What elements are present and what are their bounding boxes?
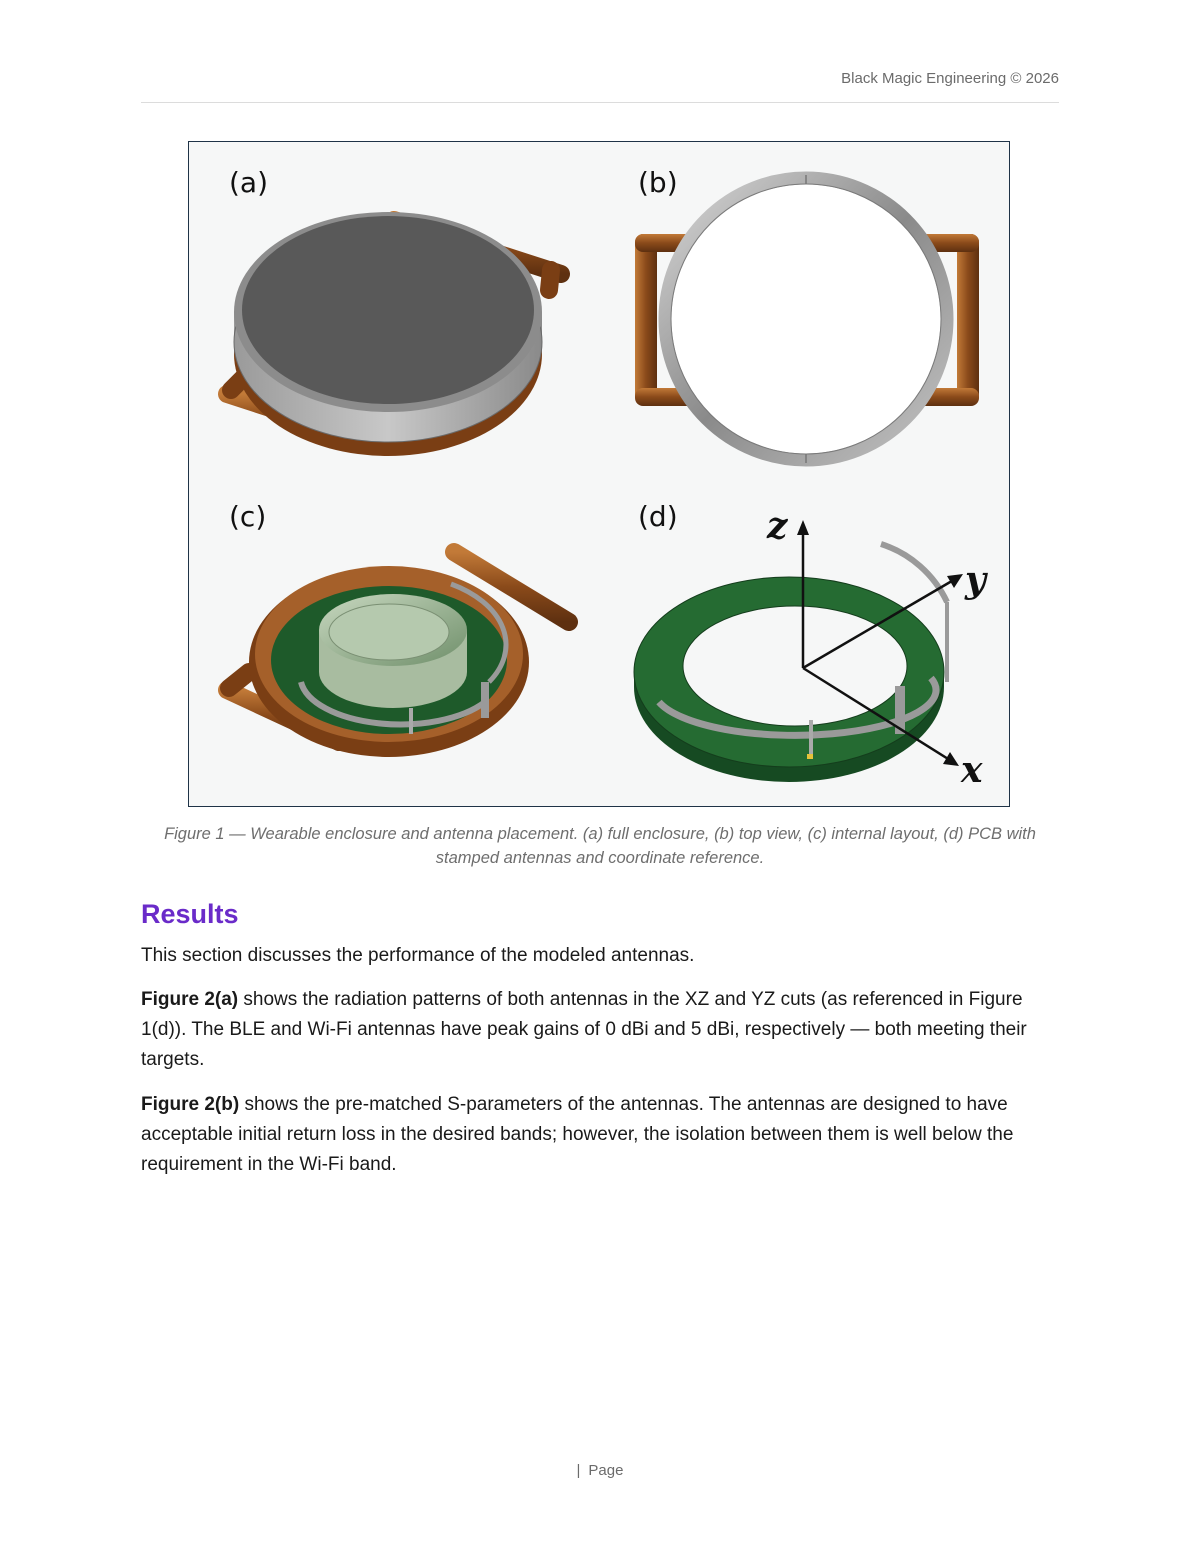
panel-a-illustration [227, 212, 561, 456]
results-paragraph-2 [141, 1090, 1059, 1180]
header-divider [141, 102, 1059, 103]
panel-label-d: (d) [638, 500, 678, 533]
figure-caption: Figure 1 — Wearable enclosure and antenna placement. (a) full enclosure, (b) top view, (c) internal layout, (d) PCB with stamped antennas and coordinate reference. [164, 825, 1036, 867]
footer-separator: | [576, 1462, 581, 1479]
paragraph-1-text: shows the radiation patterns of both antennas in the XZ and YZ cuts (as referenced in Figure 1(d)). The BLE and Wi-Fi antennas have peak gains of 0 dBi and 5 dBi, respectively — both meeting their targets. [141, 989, 1027, 1070]
panel-c-illustration [227, 552, 569, 757]
section-title-results: Results [141, 899, 239, 929]
axis-label-y: y [965, 559, 986, 601]
panel-b-illustration [635, 175, 979, 463]
axis-label-z: z [767, 505, 788, 547]
results-intro: This section discusses the performance of the modeled antennas. [141, 945, 695, 966]
paragraph-2-text: shows the pre-matched S-parameters of the antennas. The antennas are designed to have acceptable initial return loss in the desired bands; however, the isolation between them is well below the requirement in the Wi-Fi band. [141, 1094, 1014, 1175]
figure-2a-ref: Figure 2(a) [141, 989, 239, 1010]
page-footer [0, 1462, 1200, 1479]
panel-label-c: (c) [229, 500, 267, 533]
panel-label-b: (b) [638, 166, 678, 199]
panel-d-illustration [634, 520, 963, 782]
figure-1-illustration [189, 142, 1011, 808]
footer-page-label: Page [588, 1462, 624, 1479]
axis-label-x: x [961, 749, 983, 791]
results-paragraph-1 [141, 985, 1059, 1075]
figure-1 [188, 141, 1010, 807]
page-header: Black Magic Engineering © 2026 [841, 70, 1059, 87]
figure-2b-ref: Figure 2(b) [141, 1094, 240, 1115]
panel-label-a: (a) [229, 166, 269, 199]
